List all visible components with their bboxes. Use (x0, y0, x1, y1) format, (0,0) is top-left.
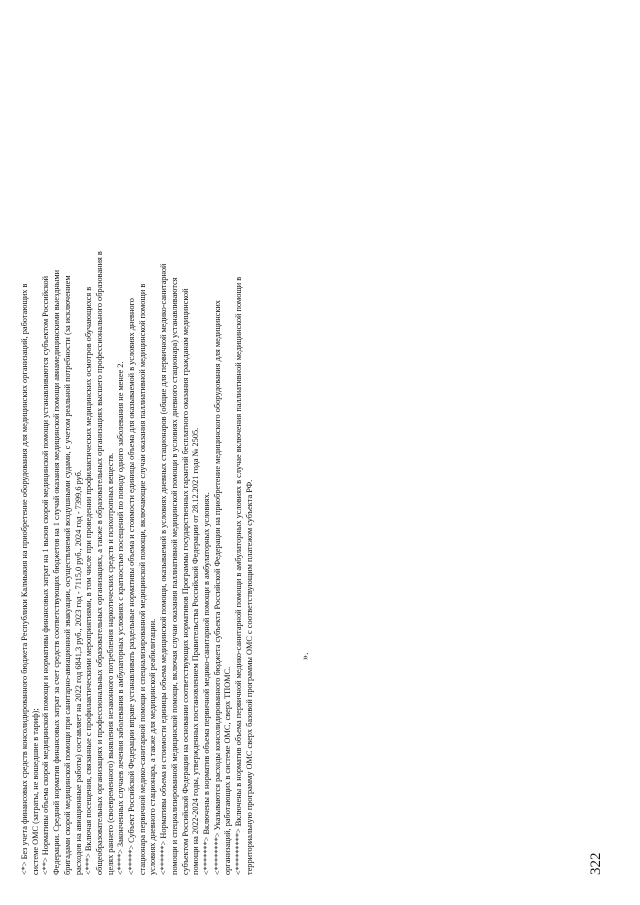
footnote-line: расходов на авиационные работы) составляет на 2022 год 6841,3 руб., 2023 год - 7115,0 руб., 2024 год - 7399,6 руб. (73, 470, 83, 875)
footnote-line: <***> Включая посещения, связанные с профилактическими мероприятиями, в том числе при проведении профилактических медицинских осмотров обучающихся в (84, 286, 94, 875)
footnote-line: помощи на 2022-2024 годы, утвержденных постановлением Правительства Российской Федерации от 28.12.2021 года № 2505. (191, 427, 201, 875)
footnote-line: стационара первичной медико-санитарной помощи и специализированной медицинской помощи, включающие случаи оказания паллиативной медицинской помощи в (137, 283, 147, 875)
footnote-line: общеобразовательных организациях и профессиональных образовательных организациях, а также в образовательных организациях высшего профессионального образования в (94, 251, 104, 875)
closing-quote-mark: ». (300, 652, 311, 660)
footnote-line: <*> Без учета финансовых средств консолидированного бюджета Республики Калмыкия на приобретение оборудования для медицинских организаций, работающих в (20, 283, 29, 875)
footnote-line: <*******> Включены в норматив объема первичной медико-санитарной помощи в амбулаторных условиях. (201, 492, 211, 875)
footnote-line: целях раннего (своевременного) выявления незаконного потребления наркотических средств и психотропных веществ. (105, 452, 115, 875)
footnote-line: бригадами скорой медицинской помощи при санитарно-авиационной эвакуации, осуществляемой воздушными судами, с учетом реальной потребности (за исключением (62, 275, 72, 875)
page-number: 322 (588, 852, 604, 875)
footnote-line: <********> Указываются расходы консолидированного бюджета субъекта Российской Федерации на приобретение медицинского оборудования для медицинских (212, 300, 222, 875)
footnote-line: субъектом Российской Федерации на основании соответствующих нормативов Программы государственных гарантий бесплатного оказания гражданам медицинской (180, 288, 190, 875)
footnote-line: <****> Законченных случаев лечения заболевания в амбулаторных условиях с кратностью посещений по поводу одного заболевания не менее 2. (116, 361, 126, 875)
footnote-line: <*****> Субъект Российской Федерации вправе устанавливать раздельные нормативы объема и стоимости единицы объема для оказываемой в условиях дневного (127, 298, 137, 875)
footnote-line: <******> Нормативы объема и стоимости единицы объема медицинской помощи, оказываемой в условиях дневных стационаров (общие для первичной медико-санитарной (159, 263, 169, 875)
footnote-line: <*********> Включены в норматив объема первичной медико-санитарной помощи в амбулаторных условиях в случае включения паллиативной медицинской помощи в (234, 276, 244, 875)
footnote-line: помощи и специализированной медицинской помощи, включая случаи оказания паллиативной медицинской помощи в условиях дневного стационара) устанавливаются (169, 277, 179, 875)
footnotes-block (20, 35, 255, 875)
footnote-line: <**> Нормативы объема скорой медицинской помощи и нормативы финансовых затрат на 1 вызов скорой медицинской помощи устанавливаются субъектом Российской (41, 275, 51, 875)
footnote-line: условиях дневного стационара, а также для медицинской реабилитации. (148, 618, 158, 875)
footnote-line: Федерации. Средний норматив финансовых затрат за счет средств соответствующих бюджетов на 1 случай оказания медицинской помощи авиамедицинскими выездными (52, 269, 62, 875)
footnote-line: системе ОМС (затраты, не вошедшие в тариф); (30, 708, 40, 875)
footnote-line: территориальную программу ОМС сверх базовой программы ОМС с соответствующим платежом субъекта РФ. (244, 479, 254, 875)
footnote-line: организаций, работающих в системе ОМС, сверх ТПОМС. (223, 666, 233, 875)
